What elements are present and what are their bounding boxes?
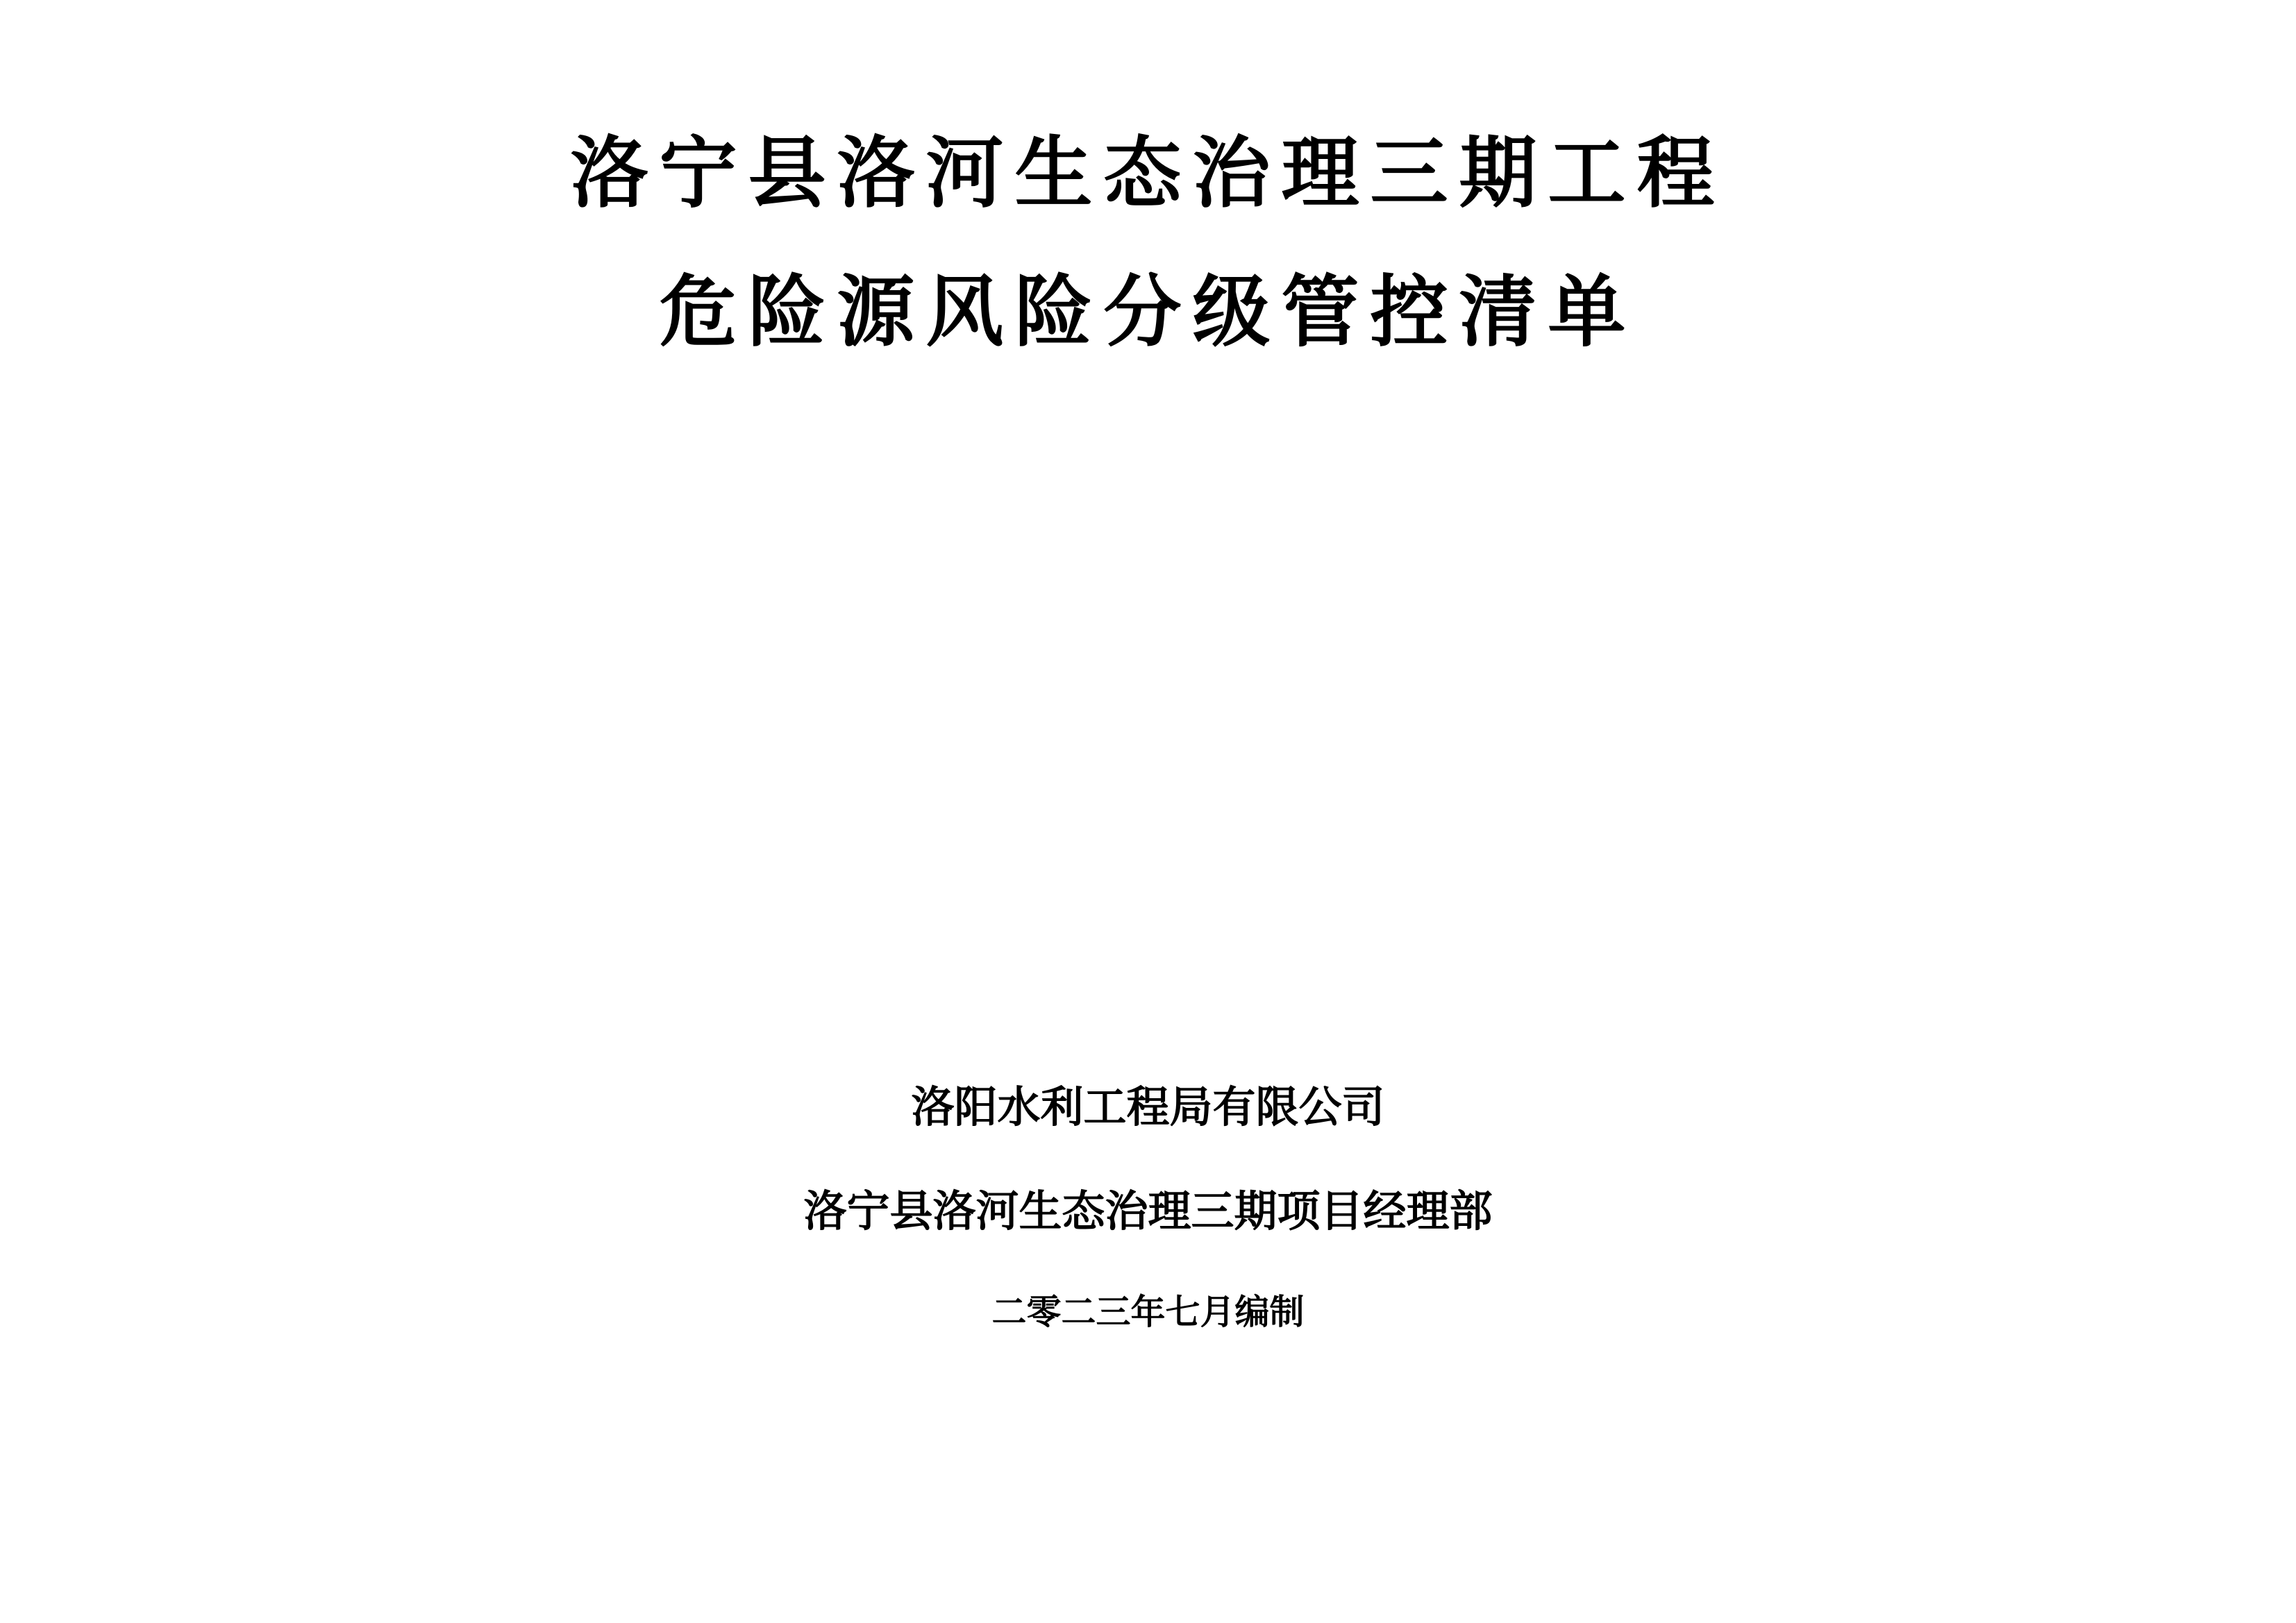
title-line-1: 洛宁县洛河生态治理三期工程 [570, 128, 1726, 219]
document-title [0, 104, 2296, 382]
document-date: 二零二三年七月编制 [991, 1292, 1305, 1332]
title-line-2: 危险源风险分级管控清单 [659, 267, 1637, 358]
document-footer [0, 1055, 2296, 1361]
organization-company: 洛阳水利工程局有限公司 [911, 1082, 1385, 1132]
organization-department: 洛宁县洛河生态治理三期项目经理部 [803, 1186, 1493, 1236]
